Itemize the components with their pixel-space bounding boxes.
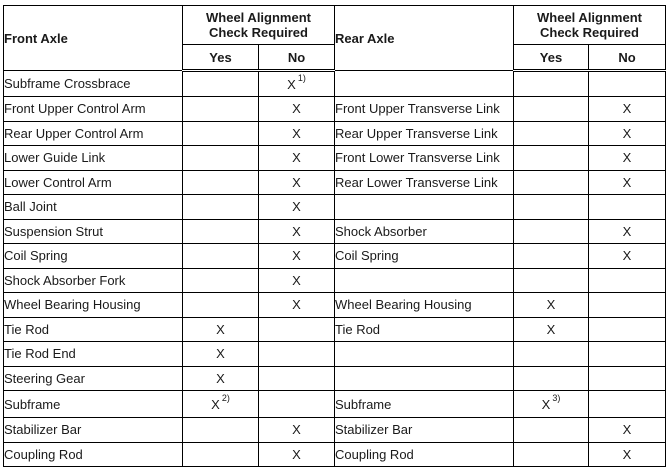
front-no-cell	[259, 219, 335, 244]
rear-yes-cell	[514, 121, 589, 146]
rear-component-name: Front Lower Transverse Link	[335, 146, 514, 171]
front-yes-cell	[183, 366, 259, 391]
front-no-cell	[259, 195, 335, 220]
front-component-name: Lower Control Arm	[4, 170, 183, 195]
rear-component-name: Coil Spring	[335, 244, 514, 269]
front-yes-cell	[183, 170, 259, 195]
rear-yes-cell	[514, 170, 589, 195]
front-no-cell	[259, 418, 335, 443]
check-mark: X	[292, 101, 301, 117]
wheel-alignment-table	[3, 5, 666, 467]
footnote-ref: 1)	[297, 73, 306, 84]
table-row	[4, 170, 666, 195]
front-yes-cell	[183, 244, 259, 269]
rear-yes-cell	[514, 442, 589, 467]
check-mark: X	[541, 396, 551, 412]
front-component-name: Steering Gear	[4, 366, 183, 391]
front-no-cell	[259, 366, 335, 391]
check-group-line2: Check Required	[209, 25, 308, 40]
check-mark: X	[216, 321, 225, 337]
check-mark: X	[292, 248, 301, 264]
front-component-name: Coupling Rod	[4, 442, 183, 467]
check-mark: X	[292, 297, 301, 313]
front-yes-cell	[183, 195, 259, 220]
footnote-ref: 2)	[221, 393, 230, 404]
check-mark: X	[216, 370, 225, 386]
rear-component-name	[335, 268, 514, 293]
check-mark: X	[292, 446, 301, 462]
rear-no-cell	[589, 268, 666, 293]
front-yes-header: Yes	[183, 45, 259, 71]
rear-component-name	[335, 71, 514, 97]
front-yes-cell	[183, 342, 259, 367]
front-component-name: Lower Guide Link	[4, 146, 183, 171]
rear-no-cell	[589, 97, 666, 122]
check-group-line1: Wheel Alignment	[537, 10, 642, 25]
rear-no-cell	[589, 317, 666, 342]
front-yes-cell	[183, 121, 259, 146]
rear-component-name: Stabilizer Bar	[335, 418, 514, 443]
front-component-name: Ball Joint	[4, 195, 183, 220]
check-mark: X	[292, 223, 301, 239]
rear-yes-cell	[514, 244, 589, 269]
rear-yes-cell	[514, 366, 589, 391]
rear-yes-cell	[514, 219, 589, 244]
front-no-cell	[259, 268, 335, 293]
rear-no-cell	[589, 146, 666, 171]
table-row	[4, 121, 666, 146]
table-row	[4, 317, 666, 342]
check-mark: X	[292, 125, 301, 141]
check-mark: X	[292, 422, 301, 438]
check-mark: X	[292, 272, 301, 288]
rear-yes-header: Yes	[514, 45, 589, 71]
front-yes-cell	[183, 146, 259, 171]
check-mark: X	[622, 223, 632, 239]
check-mark: X	[622, 150, 632, 166]
rear-yes-cell	[514, 195, 589, 220]
check-mark: X	[622, 125, 632, 141]
rear-no-cell	[589, 219, 666, 244]
check-mark: X	[546, 321, 556, 337]
table-row	[4, 146, 666, 171]
table-row	[4, 391, 666, 418]
rear-component-name: Subframe	[335, 391, 514, 418]
rear-yes-cell	[514, 418, 589, 443]
check-group-line2: Check Required	[540, 25, 639, 40]
check-mark: X	[622, 422, 632, 438]
front-yes-cell	[183, 418, 259, 443]
front-component-name: Tie Rod	[4, 317, 183, 342]
front-component-name: Coil Spring	[4, 244, 183, 269]
front-component-name: Stabilizer Bar	[4, 418, 183, 443]
front-no-cell	[259, 342, 335, 367]
check-mark: X	[211, 396, 220, 412]
front-component-name: Subframe	[4, 391, 183, 418]
front-no-cell	[259, 244, 335, 269]
check-mark: X	[622, 174, 632, 190]
front-no-cell	[259, 317, 335, 342]
check-mark: X	[622, 248, 632, 264]
rear-no-cell	[589, 293, 666, 318]
rear-component-name: Front Upper Transverse Link	[335, 97, 514, 122]
table-row	[4, 268, 666, 293]
rear-component-name: Wheel Bearing Housing	[335, 293, 514, 318]
front-no-cell	[259, 97, 335, 122]
rear-no-cell	[589, 442, 666, 467]
front-component-name: Rear Upper Control Arm	[4, 121, 183, 146]
front-axle-header	[4, 6, 183, 71]
rear-component-name: Rear Lower Transverse Link	[335, 170, 514, 195]
front-component-name: Suspension Strut	[4, 219, 183, 244]
rear-no-cell	[589, 342, 666, 367]
front-no-cell	[259, 170, 335, 195]
rear-no-cell	[589, 366, 666, 391]
rear-component-name: Shock Absorber	[335, 219, 514, 244]
front-check-group-header	[183, 6, 335, 45]
rear-no-cell	[589, 121, 666, 146]
front-component-name: Wheel Bearing Housing	[4, 293, 183, 318]
rear-component-name: Tie Rod	[335, 317, 514, 342]
rear-yes-cell	[514, 268, 589, 293]
rear-yes-cell	[514, 146, 589, 171]
check-mark: X	[292, 150, 301, 166]
rear-component-name	[335, 366, 514, 391]
check-mark: X	[216, 346, 225, 362]
front-yes-cell	[183, 317, 259, 342]
front-yes-cell	[183, 71, 259, 97]
front-no-cell	[259, 391, 335, 418]
front-no-header: No	[259, 45, 335, 71]
rear-yes-cell	[514, 293, 589, 318]
rear-no-cell	[589, 71, 666, 97]
table-row	[4, 97, 666, 122]
table-row	[4, 244, 666, 269]
check-mark: X	[622, 446, 632, 462]
table-row	[4, 293, 666, 318]
front-no-cell	[259, 293, 335, 318]
rear-check-group-header	[514, 6, 666, 45]
front-no-cell	[259, 442, 335, 467]
front-yes-cell	[183, 442, 259, 467]
check-mark: X	[546, 297, 556, 313]
front-component-name: Front Upper Control Arm	[4, 97, 183, 122]
rear-yes-cell	[514, 97, 589, 122]
check-mark: X	[292, 199, 301, 215]
table-row	[4, 195, 666, 220]
check-mark: X	[292, 174, 301, 190]
table-row	[4, 418, 666, 443]
table-row	[4, 342, 666, 367]
front-no-cell	[259, 71, 335, 97]
front-yes-cell	[183, 219, 259, 244]
rear-yes-cell	[514, 71, 589, 97]
front-axle-header-label: Front Axle	[4, 30, 68, 46]
front-component-name: Subframe Crossbrace	[4, 71, 183, 97]
rear-axle-header	[335, 6, 514, 71]
rear-axle-header-label: Rear Axle	[335, 30, 395, 46]
front-yes-cell	[183, 268, 259, 293]
rear-component-name	[335, 195, 514, 220]
rear-component-name: Coupling Rod	[335, 442, 514, 467]
check-group-line1: Wheel Alignment	[206, 10, 311, 25]
rear-no-header: No	[589, 45, 666, 71]
rear-component-name: Rear Upper Transverse Link	[335, 121, 514, 146]
front-component-name: Shock Absorber Fork	[4, 268, 183, 293]
front-component-name: Tie Rod End	[4, 342, 183, 367]
front-no-cell	[259, 146, 335, 171]
footnote-ref: 3)	[552, 393, 561, 404]
rear-yes-cell	[514, 342, 589, 367]
rear-no-cell	[589, 195, 666, 220]
rear-component-name	[335, 342, 514, 367]
rear-no-cell	[589, 391, 666, 418]
front-yes-cell	[183, 391, 259, 418]
header-row-top	[4, 6, 666, 45]
table-row	[4, 219, 666, 244]
front-yes-cell	[183, 97, 259, 122]
rear-no-cell	[589, 418, 666, 443]
table-row	[4, 442, 666, 467]
table-row	[4, 366, 666, 391]
table-body	[4, 71, 666, 467]
check-mark: X	[622, 101, 632, 117]
check-mark: X	[287, 76, 296, 92]
rear-yes-cell	[514, 317, 589, 342]
front-yes-cell	[183, 293, 259, 318]
rear-no-cell	[589, 244, 666, 269]
table-row	[4, 71, 666, 97]
rear-no-cell	[589, 170, 666, 195]
rear-yes-cell	[514, 391, 589, 418]
front-no-cell	[259, 121, 335, 146]
